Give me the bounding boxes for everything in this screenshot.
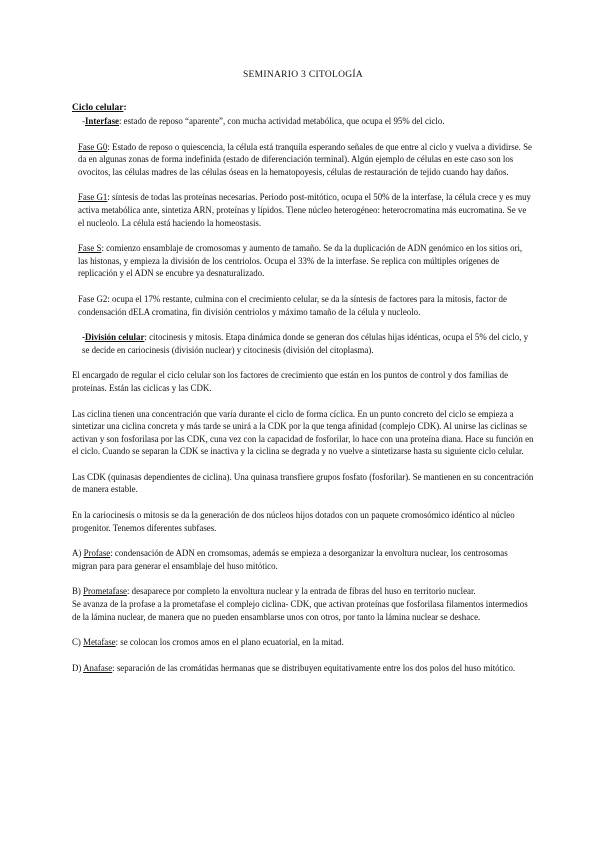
- paragraph-text: Se avanza de la profase a la prometafase el complejo ciclina- CDK, que activan proteínas que fosforilasa filamentos intermedios de la lámina nuclear, de manera que no pueden ensamblarse unos con otros, por tanto la lámina nuclear se deshace.: [72, 599, 528, 622]
- paragraph-prefix: B): [72, 586, 84, 597]
- term-prometafase: Prometafase: [83, 586, 127, 597]
- paragraph-division-celular: [72, 331, 534, 356]
- paragraph-metafase: [72, 636, 534, 649]
- section-label: Ciclo celular: [72, 103, 124, 113]
- paragraph-text: : síntesis de todas las proteínas necesarias. Periodo post-mitótico, ocupa el 50% de la interfase, la célula crece y es muy activa metabólica ante, sintetiza ARN, proteínas y lípidos. Tiene núcleo heterogéneo: heterocromatina más eucromatina. Se ve el nucleolo. La célula está haciendo la homeostasis.: [78, 192, 531, 228]
- paragraph-text: Las CDK (quinasas dependientes de ciclina). Una quinasa transfiere grupos fosfato (fosforilar). Se mantienen en su concentración de manera estable.: [72, 471, 534, 495]
- paragraph-text: El encargado de regular el ciclo celular son los factores de crecimiento que están en los puntos de control y dos familias de proteínas. Están las ciclicas y las CDK.: [72, 370, 509, 393]
- term-fase-g0: Fase G0: [78, 141, 108, 152]
- term-fase-s: Fase S: [78, 243, 102, 254]
- paragraph-fase-g2: [72, 293, 534, 318]
- paragraph-fase-g1: [72, 191, 534, 229]
- paragraph-text: : desaparece por completo la envoltura nuclear y la entrada de fibras del huso en territorio nuclear.: [126, 586, 476, 597]
- term-division-celular: División celular: [84, 332, 145, 343]
- paragraph-text: : citocinesis y mitosis. Etapa dinámica donde se generan dos células hijas idénticas, ocupa el 5% del ciclo, y se decide en cariocinesis (división nuclear) y citocinesis (división del citoplasma).: [82, 332, 529, 355]
- paragraph-prometafase: [72, 585, 534, 598]
- paragraph-anafase: [72, 662, 534, 675]
- paragraph-text: Fase G2: ocupa el 17% restante, culmina con el crecimiento celular, se da la síntesis de factores para la mitosis, factor de condensación dELA cromatina, fin división centriolos y máximo tamaño de la célula y nucleolo.: [78, 293, 507, 317]
- paragraph-prefix: -: [82, 332, 85, 343]
- paragraph-text: : separación de las cromátidas hermanas que se distribuyen equitativamente entre los dos polos del huso mitótico.: [112, 662, 516, 673]
- paragraph-fase-g0: [72, 141, 534, 179]
- paragraph-prefix: -: [82, 116, 85, 126]
- paragraph-text: : comienzo ensamblaje de cromosomas y aumento de tamaño. Se da la duplicación de ADN genómico en los sitios ori, las histonas, y empieza la división de los centriolos. Ocupa el 33% de la interfase. Se replica con múltiples orígenes de replicación y el ADN se encubre ya desnaturalizado.: [78, 243, 523, 279]
- paragraph-text: : condensación de ADN en cromsomas, además se empieza a desorganizar la envoltura nuclear, los centrosomas migran para para generar el ensamblaje del huso mitótico.: [72, 548, 508, 571]
- term-interfase: Interfase: [84, 116, 119, 126]
- paragraph-text: : se colocan los cromos amos en el plano ecuatorial, en la mitad.: [115, 637, 344, 648]
- paragraph-text: Las ciclina tienen una concentración que varía durante el ciclo de forma cíclica. En un punto concreto del ciclo se empieza a sintetizar una ciclina concreta y más tarde se unirá a la CDK por la que tenga afinidad (complejo CDK). Al unirse las ciclinas se activan y son fosforilasa por las CDK, cuna vez con la capacidad de fosforilar, lo hace con una proteína diana. Hace su función en el ciclo. Cuando se separan la CDK se inactiva y la ciclina se degrada y no vuelve a sintetizarse hasta su siguiente ciclo celular.: [72, 408, 534, 457]
- paragraph-ciclinas: [72, 408, 534, 458]
- paragraph-cariocinesis: [72, 509, 534, 534]
- section-colon: :: [123, 103, 127, 113]
- paragraph-prefix: C): [72, 637, 84, 648]
- paragraph-profase: [72, 547, 534, 572]
- paragraph-interfase: [72, 115, 534, 128]
- section-heading: [72, 97, 534, 115]
- term-metafase: Metafase: [83, 637, 116, 648]
- paragraph-regulacion: [72, 369, 534, 394]
- paragraph-prometafase-detail: [72, 598, 534, 623]
- paragraph-prefix: D): [72, 662, 84, 673]
- term-anafase: Anafase: [83, 662, 113, 673]
- term-profase: Profase: [83, 548, 111, 559]
- paragraph-text: En la cariocinesis o mitosis se da la generación de dos núcleos hijos dotados con un paquete cromosómico idéntico al núcleo progenitor. Tenemos diferentes subfases.: [72, 510, 515, 533]
- paragraph-cdk: [72, 471, 534, 496]
- paragraph-prefix: A): [72, 548, 84, 559]
- paragraph-fase-s: [72, 242, 534, 280]
- term-fase-g1: Fase G1: [78, 192, 108, 203]
- paragraph-text: : estado de reposo “aparente”, con mucha actividad metabólica, que ocupa el 95% del ciclo.: [118, 116, 445, 126]
- document-title: SEMINARIO 3 CITOLOGÍA: [242, 70, 364, 80]
- paragraph-text: : Estado de reposo o quiescencia, la célula está tranquila esperando señales de que entre al ciclo y vuelva a dividirse. Se da en algunas zonas de forma indefinida (estado de diferenciación terminal). Algún ejemplo de células en este caso son los ovocitos, las células madres de las células óseas en la hematopoyesis, células de restauración de tejido cuando hay daños.: [78, 141, 532, 177]
